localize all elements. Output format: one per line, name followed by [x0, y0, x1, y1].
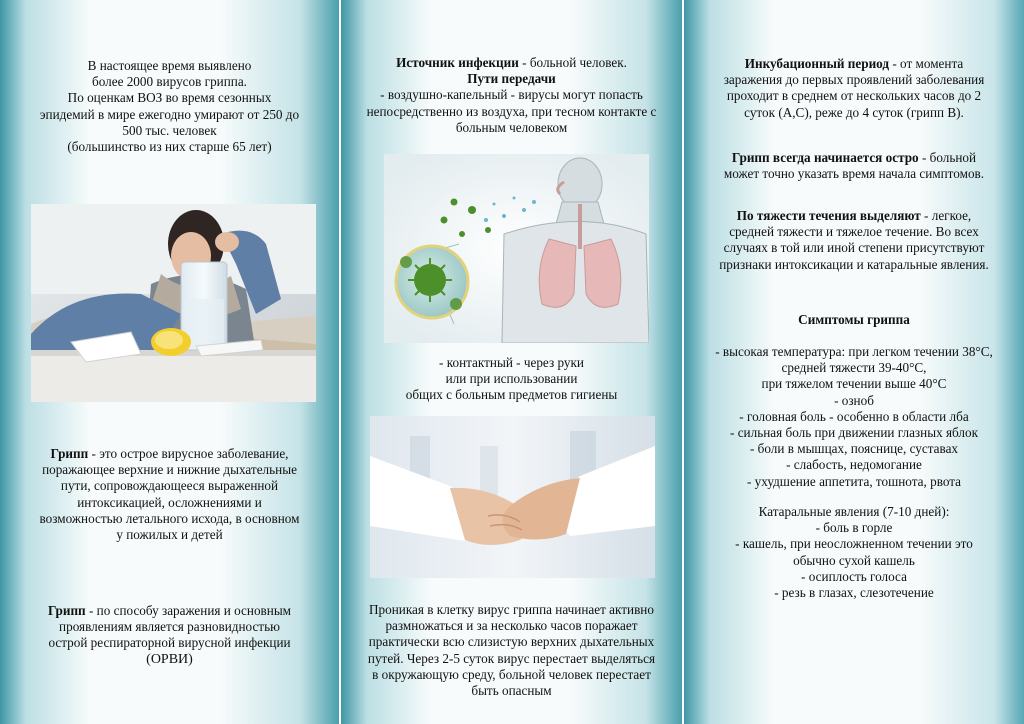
contact-line: - контактный - через руки: [439, 355, 584, 370]
definition-line: пути, сопровождающееся выраженной: [60, 478, 279, 494]
virus-penetration-text: [345, 602, 678, 699]
incubation-lead: [688, 56, 1020, 72]
source-term: Источник инфекции: [396, 55, 519, 70]
symptom-item: средней тяжести 39-40°С,: [781, 360, 927, 376]
classification-rest: - по способу заражения и основным: [85, 603, 292, 618]
penetration-line: в окружающую среду, больной человек перестает: [372, 666, 651, 682]
source-line: [345, 55, 678, 71]
definition-line: у пожилых и детей: [116, 527, 223, 543]
classification-line: (ОРВИ): [146, 651, 193, 667]
symptoms-list: [688, 344, 1020, 490]
classification-line: проявлениям является разновидностью: [59, 619, 280, 635]
handshake-photo: [370, 416, 655, 578]
sick-woman-illustration: [31, 204, 316, 402]
incubation-rest: - от момента: [889, 56, 964, 71]
definition-line: возможностью летального исхода, в основном: [39, 510, 300, 526]
intro-line: В настоящее время выявлено: [87, 58, 252, 73]
routes-line: больным человеком: [455, 119, 568, 135]
routes-title-line: [345, 71, 678, 87]
symptom-item: - высокая температура: при легком течении 38°С,: [715, 344, 993, 359]
onset-lead: [688, 150, 1020, 166]
severity-line: случаях в той или иной степени присутствуют: [723, 240, 985, 256]
classification-line: острой респираторной вирусной инфекции: [48, 635, 291, 651]
definition-line: интоксикацией, осложнениями и: [77, 494, 262, 510]
incubation-text: [688, 56, 1020, 121]
panel-left: [0, 0, 339, 724]
onset-term: Грипп всегда начинается остро: [731, 150, 919, 165]
symptom-item: - слабость, недомогание: [786, 457, 922, 473]
incubation-line: заражения до первых проявлений заболевания: [723, 72, 985, 88]
definition-line: поражающее верхние и нижние дыхательные: [42, 462, 297, 478]
catarrhal-item: - кашель, при неосложненном течении это: [735, 536, 973, 552]
symptom-item: - озноб: [834, 392, 874, 408]
symptom-item: - боли в мышцах, пояснице, суставах: [749, 441, 959, 457]
onset-rest: - больной: [918, 150, 977, 165]
classification-lead: [20, 603, 319, 619]
flu-definition-text: [20, 446, 319, 543]
symptom-item: - головная боль - особенно в области лба: [739, 408, 969, 424]
routes-line: - воздушно-капельный - вирусы могут попасть: [380, 87, 643, 103]
symptom-item: - ухудшение аппетита, тошнота, рвота: [746, 473, 962, 489]
severity-rest: - легкое,: [920, 208, 972, 223]
panel-right: [684, 0, 1024, 724]
penetration-line: размножаться и за несколько часов поражает: [385, 618, 638, 634]
symptoms-title: [688, 312, 1020, 328]
classification-term: Грипп: [47, 603, 86, 618]
severity-line: средней тяжести и тяжелое течение. Во всех: [729, 224, 979, 240]
catarrhal-list: [688, 504, 1020, 601]
sick-woman-photo: [31, 204, 316, 402]
symptoms-title-line: [688, 312, 1020, 328]
intro-line: По оценкам ВОЗ во время сезонных: [67, 90, 272, 106]
transmission-text: [345, 55, 678, 136]
penetration-line: Проникая в клетку вирус гриппа начинает активно: [369, 602, 654, 617]
source-rest: - больной человек.: [518, 55, 627, 70]
definition-rest: - это острое вирусное заболевание,: [88, 446, 289, 461]
penetration-line: путей. Через 2-5 суток вирус перестает выделяться: [367, 650, 656, 666]
contact-line: или при использовании: [445, 371, 578, 387]
catarrhal-title: Катаральные явления (7-10 дней):: [758, 504, 950, 519]
severity-lead: [688, 208, 1020, 224]
panel-middle: [341, 0, 682, 724]
symptom-item: - сильная боль при движении глазных яблок: [730, 425, 978, 441]
airborne-virus-illustration: [384, 154, 649, 343]
incubation-line: проходит в среднем от нескольких часов до 2: [726, 88, 982, 104]
definition-term: Грипп: [50, 446, 89, 461]
penetration-line: быть опасным: [471, 683, 552, 699]
onset-line: может точно указать время начала симптомов.: [723, 166, 985, 182]
intro-line: 500 тыс. человек: [122, 122, 217, 138]
intro-line: более 2000 вирусов гриппа.: [92, 74, 247, 90]
symptom-item: при тяжелом течении выше 40°С: [761, 376, 947, 392]
catarrhal-item: - резь в глазах, слезотечение: [774, 585, 934, 601]
symptoms-heading: Симптомы гриппа: [798, 312, 910, 327]
definition-lead: [20, 446, 319, 462]
severity-term: По тяжести течения выделяют: [736, 208, 921, 223]
severity-text: [688, 208, 1020, 273]
intro-line: эпидемий в мире ежегодно умирают от 250 до: [39, 106, 300, 122]
flu-classification-text: [20, 603, 319, 668]
catarrhal-item: обычно сухой кашель: [793, 552, 915, 568]
onset-text: [688, 150, 1020, 182]
routes-title: Пути передачи: [467, 71, 556, 87]
contact-route-text: [345, 355, 678, 404]
intro-text: [20, 58, 319, 155]
routes-line: непосредственно из воздуха, при тесном контакте с: [366, 103, 657, 119]
lungs-and-virus-icon: [384, 154, 649, 343]
incubation-term: Инкубационный период: [744, 56, 890, 71]
catarrhal-item: - боль в горле: [815, 520, 893, 536]
incubation-line: суток (А,С), реже до 4 суток (грипп В).: [744, 104, 964, 120]
catarrhal-item: - осиплость голоса: [801, 568, 907, 584]
intro-line: (большинство из них старше 65 лет): [67, 139, 272, 155]
handshake-illustration: [370, 416, 655, 578]
contact-line: общих с больным предметов гигиены: [405, 387, 618, 403]
severity-line: признаки интоксикации и катаральные явления.: [719, 256, 989, 272]
penetration-line: практически всю слизистую верхних дыхательных: [368, 634, 655, 650]
